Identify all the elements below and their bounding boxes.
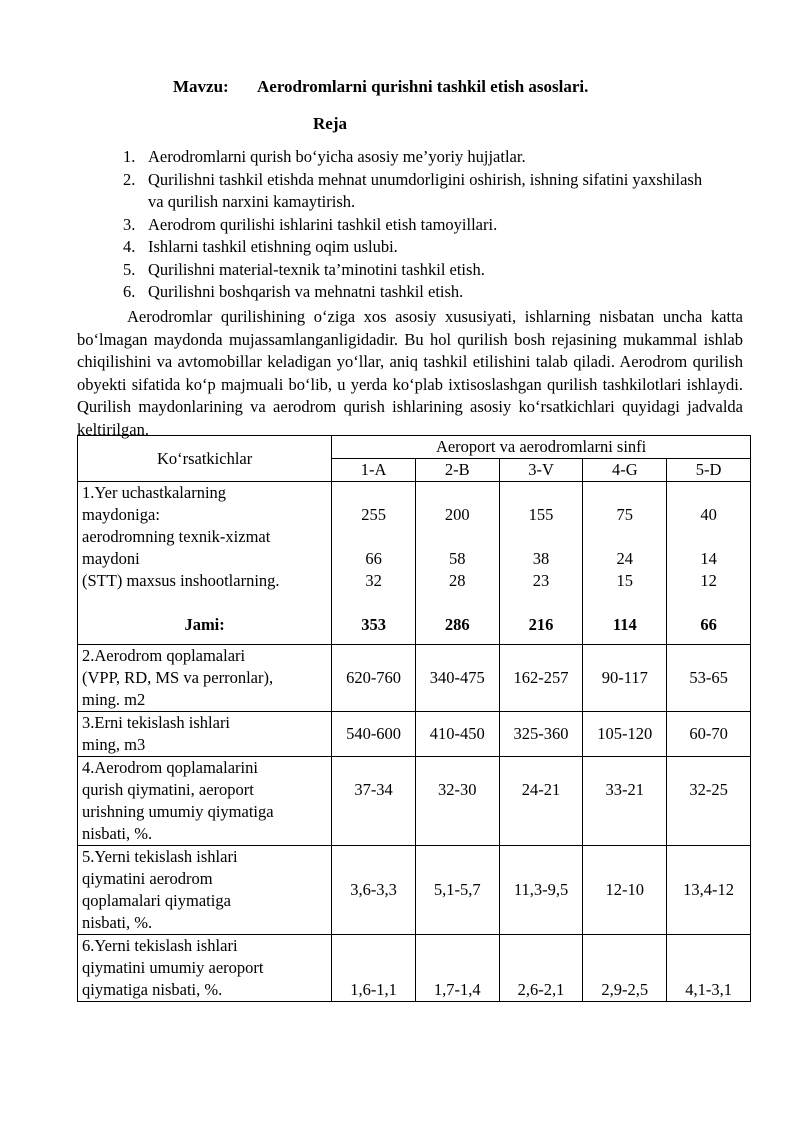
row-label-line: maydoni bbox=[82, 549, 140, 568]
plan-item-text: Qurilishni tashkil etishda mehnat unumdorligini oshirish, ishning sifatini yaxshilash va qurilish narxini kamaytirish. bbox=[148, 169, 703, 211]
plan-item-text: Qurilishni boshqarish va mehnatni tashkil etish. bbox=[148, 282, 464, 301]
cell-value: 14 bbox=[700, 549, 717, 568]
row-label-line: qurish qiymatini, aeroport bbox=[82, 780, 254, 799]
class-group-header: Aeroport va aerodromlarni sinfi bbox=[332, 436, 751, 459]
total-value: 353 bbox=[361, 615, 386, 634]
row-label bbox=[78, 757, 332, 846]
row-label-line: ming. m2 bbox=[82, 690, 146, 709]
cell-value: 23 bbox=[532, 571, 550, 590]
total-label: Jami: bbox=[184, 615, 225, 634]
plan-list bbox=[0, 146, 708, 304]
plan-item bbox=[0, 236, 708, 259]
row-label-line: maydoniga: bbox=[82, 505, 160, 524]
row-label-line: 1.Yer uchastkalarning bbox=[82, 483, 227, 502]
table-cell bbox=[583, 757, 667, 846]
cell-value: 5,1-5,7 bbox=[415, 846, 499, 935]
cell-value: 155 bbox=[528, 505, 554, 524]
cell-value: 1,7-1,4 bbox=[415, 935, 499, 1002]
table-cell bbox=[332, 482, 416, 645]
cell-value: 24 bbox=[616, 549, 634, 568]
cell-value: 410-450 bbox=[415, 712, 499, 757]
cell-value: 28 bbox=[449, 571, 466, 590]
cell-value: 12-10 bbox=[583, 846, 667, 935]
cell-value: 620-760 bbox=[332, 645, 416, 712]
cell-value: 90-117 bbox=[583, 645, 667, 712]
cell-value: 53-65 bbox=[667, 645, 751, 712]
row-label-line: aerodromning texnik-xizmat bbox=[82, 527, 271, 546]
table-row bbox=[78, 645, 751, 712]
total-value: 216 bbox=[528, 615, 554, 634]
cell-value: 38 bbox=[532, 549, 550, 568]
cell-value: 2,6-2,1 bbox=[499, 935, 583, 1002]
row-label-line: urishning umumiy qiymatiga bbox=[82, 802, 274, 821]
table-cell bbox=[583, 482, 667, 645]
table-cell bbox=[499, 757, 583, 846]
indicators-column-header: Ko‘rsatkichlar bbox=[78, 436, 332, 482]
cell-value: 255 bbox=[361, 505, 386, 524]
cell-value: 66 bbox=[365, 549, 382, 568]
row-label-line: nisbati, %. bbox=[82, 824, 153, 843]
cell-value: 75 bbox=[616, 505, 634, 524]
table-cell bbox=[499, 482, 583, 645]
row-label-line: 2.Aerodrom qoplamalari bbox=[82, 646, 246, 665]
cell-value: 325-360 bbox=[499, 712, 583, 757]
table-cell bbox=[332, 757, 416, 846]
row-label-line: 4.Aerodrom qoplamalarini bbox=[82, 758, 258, 777]
row-label bbox=[78, 482, 332, 645]
cell-value: 58 bbox=[449, 549, 466, 568]
row-label bbox=[78, 846, 332, 935]
plan-item bbox=[0, 281, 708, 304]
plan-item-number: 1. bbox=[123, 147, 136, 166]
cell-value: 540-600 bbox=[332, 712, 416, 757]
cell-value: 2,9-2,5 bbox=[583, 935, 667, 1002]
plan-heading: Reja bbox=[313, 114, 347, 133]
plan-item bbox=[0, 259, 708, 282]
cell-value: 4,1-3,1 bbox=[667, 935, 751, 1002]
cell-value: 32-25 bbox=[689, 780, 728, 799]
cell-value: 24-21 bbox=[521, 780, 561, 799]
plan-item bbox=[0, 169, 708, 214]
class-header: 2-B bbox=[415, 459, 499, 482]
cell-value: 162-257 bbox=[499, 645, 583, 712]
row-label-line: (STT) maxsus inshootlarning. bbox=[82, 571, 280, 590]
plan-item-text: Qurilishni material-texnik ta’minotini tashkil etish. bbox=[148, 259, 485, 279]
row-label-line: qiymatiga nisbati, %. bbox=[82, 980, 223, 999]
cell-value: 340-475 bbox=[415, 645, 499, 712]
row-label-line: ming, m3 bbox=[82, 735, 146, 754]
plan-item-number: 3. bbox=[123, 214, 136, 234]
cell-value: 1,6-1,1 bbox=[332, 935, 416, 1002]
class-header: 1-A bbox=[332, 459, 416, 482]
cell-value: 200 bbox=[444, 505, 470, 524]
row-label-line: 6.Yerni tekislash ishlari bbox=[82, 936, 238, 955]
row-label-line: 5.Yerni tekislash ishlari bbox=[82, 847, 238, 866]
class-header: 4-G bbox=[583, 459, 667, 482]
row-label bbox=[78, 935, 332, 1002]
table-cell bbox=[667, 757, 751, 846]
total-value: 114 bbox=[612, 615, 637, 634]
plan-item-number: 4. bbox=[123, 237, 136, 256]
plan-item-number: 6. bbox=[123, 282, 136, 301]
plan-item-number: 5. bbox=[123, 259, 136, 279]
cell-value: 32-30 bbox=[438, 780, 477, 799]
class-header: 5-D bbox=[667, 459, 751, 482]
plan-item bbox=[0, 146, 708, 169]
row-label-line: qoplamalari qiymatiga bbox=[82, 891, 231, 910]
topic-title: Aerodromlarni qurishni tashkil etish asoslari. bbox=[257, 77, 589, 96]
cell-value: 37-34 bbox=[354, 780, 393, 799]
table-row bbox=[78, 482, 751, 645]
table-cell bbox=[415, 482, 499, 645]
plan-item-text: Aerodromlarni qurish bo‘yicha asosiy me’yoriy hujjatlar. bbox=[148, 147, 526, 166]
row-label bbox=[78, 645, 332, 712]
row-label bbox=[78, 712, 332, 757]
cell-value: 32 bbox=[365, 571, 382, 590]
total-value: 66 bbox=[700, 615, 717, 634]
row-label-line: (VPP, RD, MS va perronlar), bbox=[82, 668, 274, 687]
row-label-line: 3.Erni tekislash ishlari bbox=[82, 713, 231, 732]
plan-item bbox=[0, 214, 708, 237]
cell-value: 33-21 bbox=[605, 780, 645, 799]
plan-item-number: 2. bbox=[123, 169, 136, 189]
table-row bbox=[78, 712, 751, 757]
table-cell bbox=[667, 482, 751, 645]
class-header: 3-V bbox=[499, 459, 583, 482]
row-label-line: qiymatini aerodrom bbox=[82, 869, 213, 888]
cell-value: 15 bbox=[616, 571, 634, 590]
row-label-line: nisbati, %. bbox=[82, 913, 153, 932]
plan-item-text: Aerodrom qurilishi ishlarini tashkil etish tamoyillari. bbox=[148, 214, 498, 234]
table-header-row bbox=[78, 436, 751, 459]
indicators-table bbox=[77, 435, 751, 1002]
cell-value: 11,3-9,5 bbox=[499, 846, 583, 935]
total-value: 286 bbox=[444, 615, 470, 634]
row-label-line: qiymatini umumiy aeroport bbox=[82, 958, 264, 977]
table-row bbox=[78, 846, 751, 935]
body-paragraph: Aerodromlar qurilishining o‘ziga xos asosiy xususiyati, ishlarning nisbatan uncha katta bo‘lmagan maydonda mujassamlanganligidadir. Bu hol qurilish bosh rejasining mukammal ishlab chiqilishini va avtomobillar keladigan yo‘llar, aniq tashkil etilishini talab qiladi. Aerodrom qurilish obyekti sifatida ko‘p majmuali bo‘lib, u yerda ko‘plab ixtisoslashgan qurilish tashkilotlari ishlaydi. Qurilish maydonlarining va aerodrom qurish ishlarining asosiy ko‘rsatkichlari quyidagi jadvalda keltirilgan. bbox=[77, 307, 743, 439]
cell-value: 13,4-12 bbox=[667, 846, 751, 935]
table-row bbox=[78, 935, 751, 1002]
plan-item-text: Ishlarni tashkil etishning oqim uslubi. bbox=[148, 237, 398, 256]
cell-value: 60-70 bbox=[667, 712, 751, 757]
cell-value: 12 bbox=[700, 571, 717, 590]
table-row bbox=[78, 757, 751, 846]
table-cell bbox=[415, 757, 499, 846]
topic-label: Mavzu: bbox=[173, 77, 229, 96]
cell-value: 40 bbox=[700, 505, 717, 524]
cell-value: 105-120 bbox=[583, 712, 667, 757]
cell-value: 3,6-3,3 bbox=[332, 846, 416, 935]
